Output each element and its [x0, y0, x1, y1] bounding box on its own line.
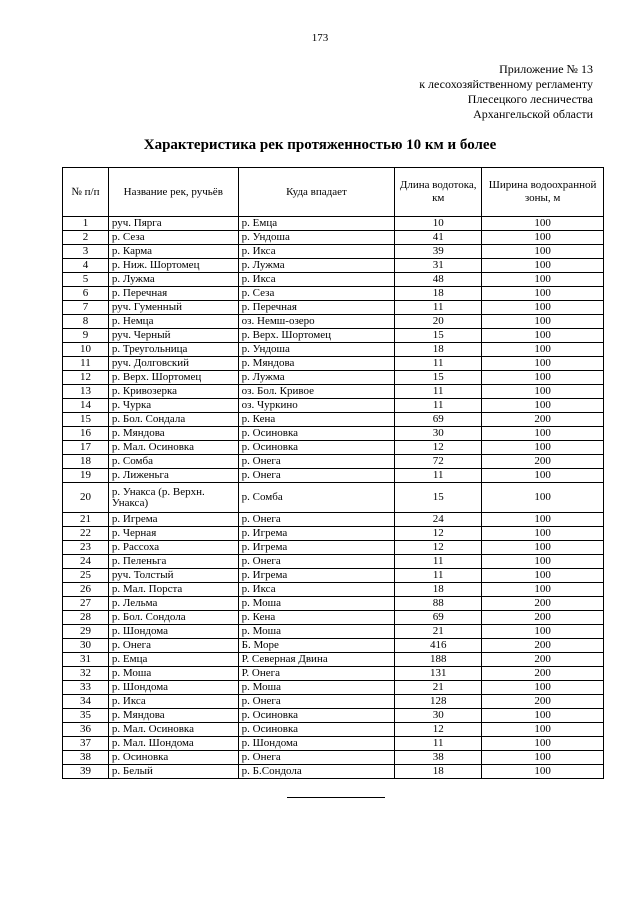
row-num: 29	[63, 625, 109, 639]
length-km: 31	[395, 259, 482, 273]
table-row	[63, 597, 604, 611]
table-row	[63, 765, 604, 779]
row-num: 9	[63, 329, 109, 343]
zone-width-m: 100	[482, 441, 604, 455]
table-row	[63, 737, 604, 751]
zone-width-m: 200	[482, 667, 604, 681]
flows-into: оз. Бол. Кривое	[238, 385, 395, 399]
header-inflow: Куда впадает	[238, 168, 395, 217]
length-km: 48	[395, 273, 482, 287]
zone-width-m: 100	[482, 541, 604, 555]
length-km: 12	[395, 527, 482, 541]
row-num: 37	[63, 737, 109, 751]
appendix-line: к лесохозяйственному регламенту	[419, 77, 593, 91]
zone-width-m: 100	[482, 583, 604, 597]
length-km: 10	[395, 217, 482, 231]
flows-into: р. Моша	[238, 597, 395, 611]
river-name: р. Рассоха	[108, 541, 238, 555]
length-km: 39	[395, 245, 482, 259]
header-num: № п/п	[63, 168, 109, 217]
length-km: 15	[395, 371, 482, 385]
river-name: р. Лужма	[108, 273, 238, 287]
flows-into: р. Онега	[238, 751, 395, 765]
table-row	[63, 399, 604, 413]
table-row	[63, 329, 604, 343]
table-row	[63, 259, 604, 273]
length-km: 11	[395, 555, 482, 569]
river-name: руч. Долговский	[108, 357, 238, 371]
row-num: 39	[63, 765, 109, 779]
table-row	[63, 371, 604, 385]
length-km: 21	[395, 681, 482, 695]
flows-into: р. Моша	[238, 681, 395, 695]
zone-width-m: 100	[482, 513, 604, 527]
row-num: 36	[63, 723, 109, 737]
row-num: 28	[63, 611, 109, 625]
zone-width-m: 100	[482, 527, 604, 541]
table-row	[63, 273, 604, 287]
zone-width-m: 100	[482, 217, 604, 231]
appendix-line: Плесецкого лесничества	[467, 92, 593, 106]
river-name: р. Кривозерка	[108, 385, 238, 399]
header-name: Название рек, ручьёв	[108, 168, 238, 217]
table-row	[63, 385, 604, 399]
length-km: 188	[395, 653, 482, 667]
appendix-header	[419, 62, 593, 122]
zone-width-m: 200	[482, 597, 604, 611]
length-km: 11	[395, 399, 482, 413]
row-num: 15	[63, 413, 109, 427]
table-row	[63, 681, 604, 695]
row-num: 19	[63, 469, 109, 483]
zone-width-m: 100	[482, 329, 604, 343]
row-num: 22	[63, 527, 109, 541]
flows-into: р. Моша	[238, 625, 395, 639]
row-num: 7	[63, 301, 109, 315]
length-km: 20	[395, 315, 482, 329]
river-name: р. Перечная	[108, 287, 238, 301]
row-num: 8	[63, 315, 109, 329]
page-number: 173	[311, 32, 329, 44]
row-num: 38	[63, 751, 109, 765]
row-num: 18	[63, 455, 109, 469]
header-length: Длина водотока, км	[395, 168, 482, 217]
river-name: р. Треугольница	[108, 343, 238, 357]
zone-width-m: 100	[482, 483, 604, 513]
flows-into: р. Осиновка	[238, 709, 395, 723]
row-num: 4	[63, 259, 109, 273]
flows-into: р. Ундоша	[238, 343, 395, 357]
zone-width-m: 100	[482, 231, 604, 245]
table-row	[63, 653, 604, 667]
table-row	[63, 611, 604, 625]
length-km: 30	[395, 427, 482, 441]
river-name: р. Мал. Осиновка	[108, 723, 238, 737]
length-km: 88	[395, 597, 482, 611]
length-km: 131	[395, 667, 482, 681]
zone-width-m: 100	[482, 273, 604, 287]
flows-into: р. Онега	[238, 469, 395, 483]
rivers-table	[62, 167, 604, 779]
river-name: р. Бол. Сондала	[108, 413, 238, 427]
river-name: р. Моша	[108, 667, 238, 681]
river-name: р. Бол. Сондола	[108, 611, 238, 625]
length-km: 18	[395, 287, 482, 301]
river-name: р. Мал. Шондома	[108, 737, 238, 751]
table-body	[63, 217, 604, 779]
river-name: р. Осиновка	[108, 751, 238, 765]
river-name: руч. Толстый	[108, 569, 238, 583]
flows-into: р. Б.Сондола	[238, 765, 395, 779]
appendix-line: Приложение № 13	[499, 62, 593, 76]
river-name: р. Мяндова	[108, 709, 238, 723]
flows-into: р. Кена	[238, 611, 395, 625]
length-km: 41	[395, 231, 482, 245]
row-num: 13	[63, 385, 109, 399]
table-row	[63, 569, 604, 583]
length-km: 24	[395, 513, 482, 527]
river-name: р. Немца	[108, 315, 238, 329]
flows-into: Р. Северная Двина	[238, 653, 395, 667]
zone-width-m: 100	[482, 555, 604, 569]
length-km: 18	[395, 583, 482, 597]
row-num: 32	[63, 667, 109, 681]
zone-width-m: 100	[482, 399, 604, 413]
flows-into: р. Осиновка	[238, 441, 395, 455]
zone-width-m: 100	[482, 301, 604, 315]
length-km: 30	[395, 709, 482, 723]
table-row	[63, 695, 604, 709]
table-row	[63, 583, 604, 597]
zone-width-m: 100	[482, 357, 604, 371]
zone-width-m: 100	[482, 385, 604, 399]
flows-into: р. Емца	[238, 217, 395, 231]
table-row	[63, 709, 604, 723]
length-km: 21	[395, 625, 482, 639]
length-km: 11	[395, 569, 482, 583]
river-name: руч. Черный	[108, 329, 238, 343]
river-name: р. Пеленьга	[108, 555, 238, 569]
zone-width-m: 100	[482, 569, 604, 583]
river-name: р. Сеза	[108, 231, 238, 245]
zone-width-m: 100	[482, 751, 604, 765]
length-km: 38	[395, 751, 482, 765]
length-km: 72	[395, 455, 482, 469]
zone-width-m: 100	[482, 723, 604, 737]
flows-into: р. Перечная	[238, 301, 395, 315]
river-name: руч. Пярга	[108, 217, 238, 231]
river-name: р. Мал. Порста	[108, 583, 238, 597]
row-num: 24	[63, 555, 109, 569]
zone-width-m: 200	[482, 611, 604, 625]
table-row	[63, 441, 604, 455]
table-row	[63, 723, 604, 737]
zone-width-m: 100	[482, 765, 604, 779]
flows-into: р. Кена	[238, 413, 395, 427]
table-row	[63, 427, 604, 441]
row-num: 34	[63, 695, 109, 709]
table-row	[63, 527, 604, 541]
zone-width-m: 100	[482, 625, 604, 639]
river-name: р. Лиженьга	[108, 469, 238, 483]
table-row	[63, 667, 604, 681]
zone-width-m: 100	[482, 737, 604, 751]
row-num: 14	[63, 399, 109, 413]
length-km: 128	[395, 695, 482, 709]
row-num: 21	[63, 513, 109, 527]
flows-into: р. Игрема	[238, 527, 395, 541]
flows-into: р. Лужма	[238, 371, 395, 385]
row-num: 23	[63, 541, 109, 555]
river-name: р. Лельма	[108, 597, 238, 611]
table-row	[63, 301, 604, 315]
table-row	[63, 639, 604, 653]
river-name: р. Шондома	[108, 681, 238, 695]
flows-into: р. Онега	[238, 555, 395, 569]
river-name: р. Икса	[108, 695, 238, 709]
length-km: 15	[395, 483, 482, 513]
river-name: р. Верх. Шортомец	[108, 371, 238, 385]
row-num: 16	[63, 427, 109, 441]
length-km: 12	[395, 441, 482, 455]
row-num: 2	[63, 231, 109, 245]
zone-width-m: 100	[482, 343, 604, 357]
flows-into: р. Шондома	[238, 737, 395, 751]
table-row	[63, 469, 604, 483]
length-km: 11	[395, 737, 482, 751]
flows-into: оз. Чуркино	[238, 399, 395, 413]
river-name: р. Унакса (р. Верхн. Унакса)	[108, 483, 238, 513]
flows-into: р. Игрема	[238, 569, 395, 583]
flows-into: р. Икса	[238, 245, 395, 259]
table-row	[63, 343, 604, 357]
table-row	[63, 413, 604, 427]
footer-divider	[287, 797, 385, 798]
flows-into: р. Икса	[238, 583, 395, 597]
row-num: 3	[63, 245, 109, 259]
zone-width-m: 100	[482, 245, 604, 259]
river-name: р. Ниж. Шортомец	[108, 259, 238, 273]
river-name: р. Шондома	[108, 625, 238, 639]
table-row	[63, 625, 604, 639]
length-km: 18	[395, 765, 482, 779]
river-name: р. Белый	[108, 765, 238, 779]
table-row	[63, 751, 604, 765]
flows-into: р. Онега	[238, 513, 395, 527]
zone-width-m: 100	[482, 469, 604, 483]
row-num: 31	[63, 653, 109, 667]
river-name: р. Чурка	[108, 399, 238, 413]
row-num: 25	[63, 569, 109, 583]
table-row	[63, 217, 604, 231]
table-header-row	[63, 168, 604, 217]
length-km: 69	[395, 413, 482, 427]
zone-width-m: 200	[482, 695, 604, 709]
row-num: 10	[63, 343, 109, 357]
zone-width-m: 200	[482, 413, 604, 427]
table-row	[63, 541, 604, 555]
row-num: 11	[63, 357, 109, 371]
length-km: 69	[395, 611, 482, 625]
length-km: 12	[395, 723, 482, 737]
zone-width-m: 100	[482, 287, 604, 301]
row-num: 35	[63, 709, 109, 723]
flows-into: р. Осиновка	[238, 427, 395, 441]
flows-into: р. Осиновка	[238, 723, 395, 737]
table-row	[63, 455, 604, 469]
row-num: 1	[63, 217, 109, 231]
flows-into: р. Игрема	[238, 541, 395, 555]
length-km: 18	[395, 343, 482, 357]
row-num: 6	[63, 287, 109, 301]
river-name: р. Онега	[108, 639, 238, 653]
table-row	[63, 483, 604, 513]
zone-width-m: 100	[482, 315, 604, 329]
table-row	[63, 315, 604, 329]
length-km: 12	[395, 541, 482, 555]
flows-into: р. Верх. Шортомец	[238, 329, 395, 343]
river-name: р. Карма	[108, 245, 238, 259]
row-num: 17	[63, 441, 109, 455]
zone-width-m: 100	[482, 259, 604, 273]
flows-into: р. Сомба	[238, 483, 395, 513]
zone-width-m: 100	[482, 371, 604, 385]
table-row	[63, 245, 604, 259]
row-num: 20	[63, 483, 109, 513]
document-title: Характеристика рек протяженностью 10 км и более	[143, 137, 497, 153]
zone-width-m: 100	[482, 709, 604, 723]
length-km: 11	[395, 385, 482, 399]
length-km: 11	[395, 301, 482, 315]
river-name: р. Емца	[108, 653, 238, 667]
river-name: руч. Гуменный	[108, 301, 238, 315]
zone-width-m: 200	[482, 653, 604, 667]
river-name: р. Игрема	[108, 513, 238, 527]
river-name: р. Мяндова	[108, 427, 238, 441]
flows-into: р. Онега	[238, 695, 395, 709]
flows-into: р. Онега	[238, 455, 395, 469]
row-num: 5	[63, 273, 109, 287]
row-num: 27	[63, 597, 109, 611]
table-row	[63, 555, 604, 569]
flows-into: Р. Онега	[238, 667, 395, 681]
length-km: 11	[395, 357, 482, 371]
river-name: р. Черная	[108, 527, 238, 541]
flows-into: р. Икса	[238, 273, 395, 287]
flows-into: р. Мяндова	[238, 357, 395, 371]
row-num: 12	[63, 371, 109, 385]
flows-into: Б. Море	[238, 639, 395, 653]
row-num: 33	[63, 681, 109, 695]
row-num: 30	[63, 639, 109, 653]
table-row	[63, 357, 604, 371]
flows-into: оз. Немш-озеро	[238, 315, 395, 329]
zone-width-m: 100	[482, 427, 604, 441]
zone-width-m: 200	[482, 639, 604, 653]
length-km: 416	[395, 639, 482, 653]
flows-into: р. Сеза	[238, 287, 395, 301]
flows-into: р. Лужма	[238, 259, 395, 273]
flows-into: р. Ундоша	[238, 231, 395, 245]
appendix-line: Архангельской области	[473, 107, 593, 121]
river-name: р. Сомба	[108, 455, 238, 469]
zone-width-m: 100	[482, 681, 604, 695]
length-km: 15	[395, 329, 482, 343]
zone-width-m: 200	[482, 455, 604, 469]
table-row	[63, 513, 604, 527]
table-row	[63, 287, 604, 301]
header-width: Ширина водоохранной зоны, м	[482, 168, 604, 217]
length-km: 11	[395, 469, 482, 483]
row-num: 26	[63, 583, 109, 597]
river-name: р. Мал. Осиновка	[108, 441, 238, 455]
table-row	[63, 231, 604, 245]
